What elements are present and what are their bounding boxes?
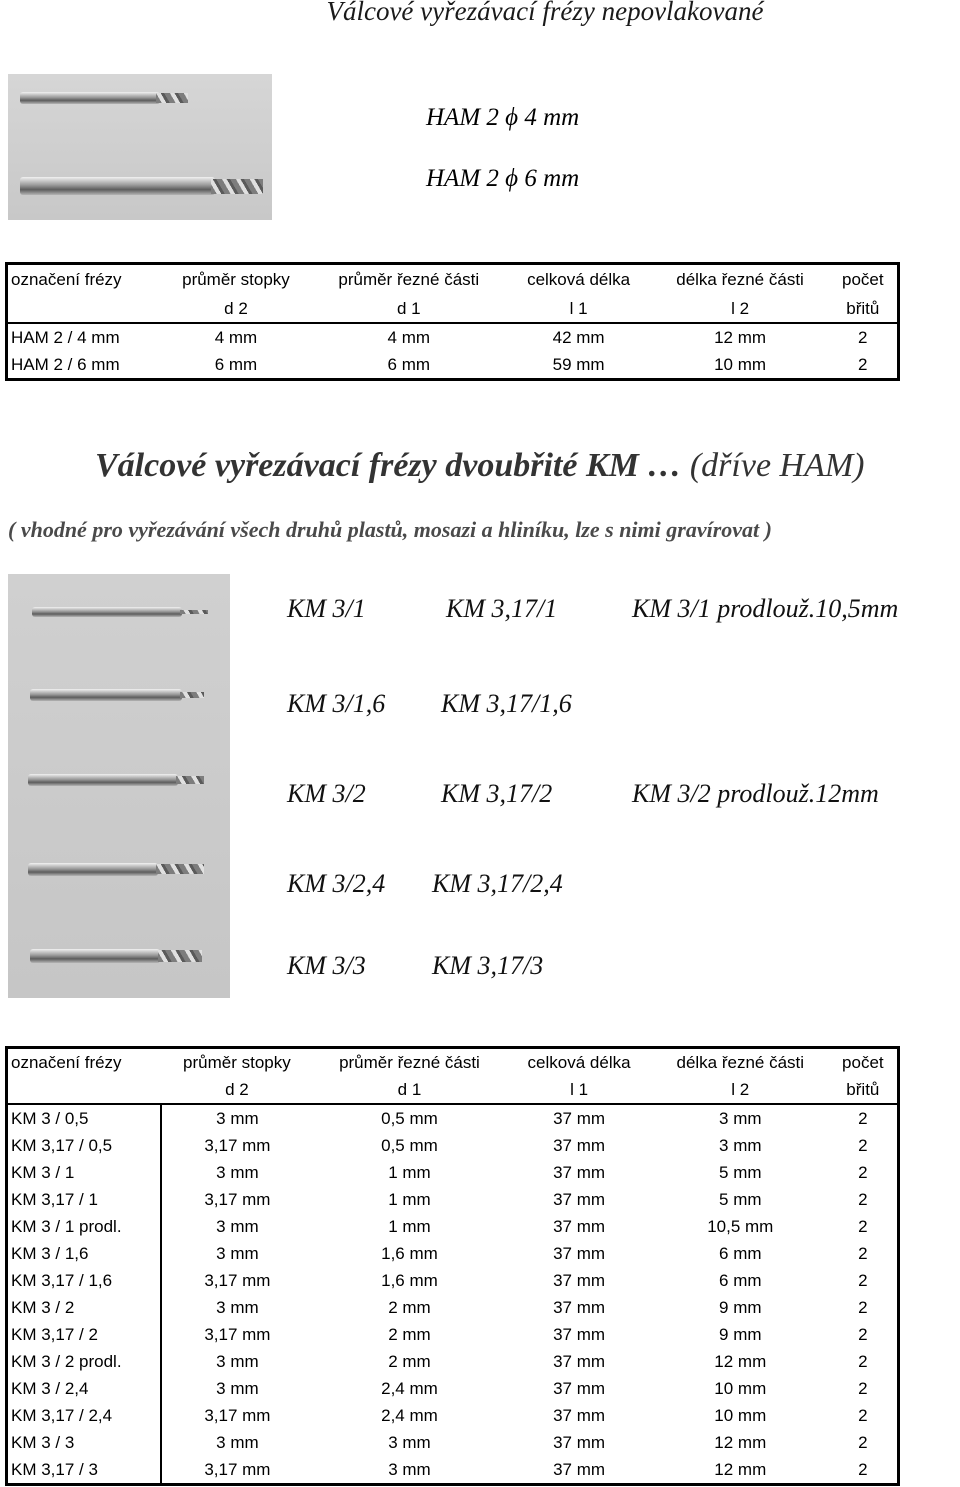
table-cell: KM 3,17 / 2,4	[7, 1402, 162, 1429]
header-cell: l 1	[569, 299, 588, 318]
table-cell: 3 mm	[216, 1352, 259, 1371]
table-cell: 37 mm	[553, 1325, 606, 1344]
table-cell: 0,5 mm	[313, 1104, 507, 1132]
header-cell	[7, 295, 161, 323]
table-cell: 3,17 mm	[204, 1406, 271, 1425]
table-cell: KM 3 / 2	[7, 1294, 162, 1321]
table-cell: 3 mm	[216, 1163, 259, 1182]
ham-cutters-photo	[8, 74, 272, 220]
km-cutter-1-flute	[180, 610, 208, 614]
km-table-body	[7, 1104, 899, 1485]
table-cell: 37 mm	[553, 1271, 606, 1290]
table-cell: 37 mm	[553, 1460, 606, 1479]
table-cell: 1 mm	[388, 1190, 431, 1209]
header-cell: délka řezné části	[676, 270, 804, 289]
section-title-bold: Válcové vyřezávací frézy dvoubřité KM …	[95, 447, 682, 484]
table-cell: 1 mm	[388, 1163, 431, 1182]
table-cell: 3 mm	[216, 1433, 259, 1452]
table-row	[7, 1186, 899, 1213]
table-cell: 37 mm	[553, 1163, 606, 1182]
ham-4mm-cutter-shank	[20, 92, 160, 104]
table-cell: 4 mm	[160, 323, 312, 351]
table-cell: 37 mm	[506, 1104, 652, 1132]
header-cell: celková délka	[527, 1053, 631, 1072]
table-cell: 5 mm	[719, 1163, 762, 1182]
table-cell: HAM 2 / 4 mm	[7, 323, 161, 351]
ham-4mm-cutter-flute	[156, 93, 188, 103]
km-cutters-photo	[8, 574, 230, 998]
header-cell: l 2	[731, 1080, 750, 1099]
table-row	[7, 1375, 899, 1402]
table-row	[7, 1240, 899, 1267]
header-cell: průměr řezné části	[338, 270, 480, 289]
table-cell: 3 mm	[388, 1433, 431, 1452]
table-row	[7, 1132, 899, 1159]
header-cell: d 1	[397, 1080, 422, 1099]
header-cell: označení frézy	[11, 270, 122, 289]
km-cutter-5-flute	[158, 950, 202, 962]
km-cutter-4-flute	[156, 864, 204, 874]
page-title: Válcové vyřezávací frézy nepovlakované	[326, 0, 764, 26]
table-cell: 37 mm	[553, 1217, 606, 1236]
km-label: KM 3/1 prodlouž.10,5mm	[632, 594, 899, 623]
table-row	[7, 1294, 899, 1321]
table-cell: 2	[858, 1298, 868, 1317]
section-title-km	[95, 447, 865, 485]
km-label: KM 3,17/2,4	[432, 869, 563, 898]
km-label: KM 3/1,6	[287, 689, 386, 718]
table-cell: KM 3 / 3	[7, 1429, 162, 1456]
table-cell: 3 mm	[216, 1379, 259, 1398]
table-cell: 2	[858, 1460, 868, 1479]
table-cell: 12 mm	[714, 1433, 767, 1452]
table-row	[7, 323, 899, 351]
table-cell: 59 mm	[552, 355, 605, 374]
table-cell: 3 mm	[388, 1460, 431, 1479]
table-cell: KM 3,17 / 1,6	[7, 1267, 162, 1294]
table-cell: 12 mm	[652, 323, 829, 351]
header-cell: l 2	[731, 299, 750, 318]
table-cell: 1 mm	[388, 1217, 431, 1236]
table-row	[7, 1429, 899, 1456]
header-cell: počet	[841, 270, 884, 289]
table-cell: 2	[829, 1104, 899, 1132]
table-cell: 37 mm	[553, 1406, 606, 1425]
table-cell: 2	[858, 1379, 868, 1398]
table-cell: 37 mm	[553, 1379, 606, 1398]
table-cell: 3 mm	[216, 1244, 259, 1263]
km-label: KM 3,17/1	[446, 594, 558, 623]
table-cell: 2	[858, 1433, 868, 1452]
table-row	[7, 1321, 899, 1348]
ham-spec-table	[5, 262, 900, 381]
table-cell: KM 3,17 / 3	[7, 1456, 162, 1485]
table-cell: 4 mm	[312, 323, 506, 351]
table-cell: 6 mm	[387, 355, 431, 374]
table-cell: 37 mm	[553, 1352, 606, 1371]
table-header-row	[7, 1076, 899, 1104]
header-cell: označení frézy	[11, 1053, 122, 1072]
table-header-row	[7, 1048, 899, 1077]
table-cell: 2,4 mm	[381, 1406, 438, 1425]
table-cell: 3,17 mm	[204, 1460, 271, 1479]
header-cell: délka řezné části	[676, 1053, 805, 1072]
km-label: KM 3/2	[287, 779, 366, 808]
table-cell: 6 mm	[719, 1244, 762, 1263]
table-row	[7, 1402, 899, 1429]
ham-table-body	[7, 323, 899, 380]
table-cell: 5 mm	[719, 1190, 762, 1209]
km-spec-table	[5, 1046, 900, 1486]
table-cell: 37 mm	[553, 1433, 606, 1452]
table-cell: 12 mm	[714, 1460, 767, 1479]
km-label: KM 3,17/1,6	[441, 689, 572, 718]
table-cell: 10 mm	[714, 1406, 767, 1425]
km-label: KM 3,17/3	[432, 951, 544, 980]
table-cell: 3 mm	[216, 1217, 259, 1236]
header-cell: břitů	[846, 299, 880, 318]
header-cell: l 1	[570, 1080, 589, 1099]
table-cell: KM 3,17 / 1	[7, 1186, 162, 1213]
km-cutter-5-shank	[30, 949, 160, 963]
table-cell: 3,17 mm	[204, 1325, 271, 1344]
table-cell: 1,6 mm	[381, 1244, 438, 1263]
table-cell: KM 3,17 / 0,5	[7, 1132, 162, 1159]
table-cell: 2 mm	[388, 1298, 431, 1317]
header-cell	[7, 1076, 162, 1104]
header-cell: průměr řezné části	[339, 1053, 480, 1072]
ham-6mm-cutter-flute	[211, 179, 263, 194]
table-cell: 2	[858, 355, 868, 374]
table-cell: 10 mm	[714, 1379, 767, 1398]
table-cell: KM 3 / 1,6	[7, 1240, 162, 1267]
table-cell: KM 3 / 1 prodl.	[7, 1213, 162, 1240]
header-cell: průměr stopky	[183, 1053, 291, 1072]
table-row	[7, 1267, 899, 1294]
km-label: KM 3/2 prodlouž.12mm	[632, 779, 879, 808]
table-cell: 2	[858, 1352, 868, 1371]
table-cell: 42 mm	[506, 323, 652, 351]
header-cell: průměr stopky	[182, 270, 290, 289]
km-label: KM 3,17/2	[441, 779, 553, 808]
table-row	[7, 1348, 899, 1375]
table-cell: KM 3 / 2 prodl.	[7, 1348, 162, 1375]
table-cell: HAM 2 / 6 mm	[11, 355, 120, 374]
table-cell: 37 mm	[553, 1190, 606, 1209]
section-subtitle: ( vhodné pro vyřezávání všech druhů plastů, mosazi a hliníku, lze s nimi gravírovat )	[8, 517, 772, 542]
section-title-plain: (dříve HAM)	[681, 447, 865, 484]
table-row	[7, 1213, 899, 1240]
table-cell: 2	[858, 1325, 868, 1344]
table-cell: 2 mm	[388, 1352, 431, 1371]
table-header-row	[7, 295, 899, 323]
ham-6mm-cutter-shank	[20, 177, 215, 195]
km-cutter-2-flute	[180, 692, 204, 698]
table-cell: 3,17 mm	[204, 1190, 271, 1209]
table-cell: 1,6 mm	[381, 1271, 438, 1290]
table-cell: 12 mm	[714, 1352, 767, 1371]
table-row	[7, 351, 899, 380]
table-cell: 0,5 mm	[381, 1136, 438, 1155]
km-cutter-3-flute	[176, 776, 204, 784]
km-label: KM 3/1	[287, 594, 366, 623]
km-cutter-4-shank	[28, 863, 158, 876]
km-cutter-3-shank	[28, 774, 178, 786]
table-cell: 10,5 mm	[707, 1217, 774, 1236]
table-row	[7, 1159, 899, 1186]
table-cell: KM 3 / 0,5	[7, 1104, 162, 1132]
header-cell: d 2	[225, 1080, 249, 1099]
table-cell: 3 mm	[719, 1136, 762, 1155]
header-cell: břitů	[846, 1080, 880, 1099]
table-cell: 2	[858, 1163, 868, 1182]
table-cell: 3,17 mm	[204, 1271, 271, 1290]
table-cell: 3 mm	[652, 1104, 829, 1132]
table-cell: 3,17 mm	[204, 1136, 271, 1155]
km-label: KM 3/2,4	[287, 869, 386, 898]
table-cell: 2	[858, 1217, 868, 1236]
km-cutter-2-shank	[30, 689, 182, 701]
table-cell: 6 mm	[719, 1271, 762, 1290]
header-cell: d 1	[396, 299, 421, 318]
table-cell: 37 mm	[553, 1244, 606, 1263]
km-cutter-1-shank	[32, 607, 182, 617]
table-cell: 6 mm	[214, 355, 258, 374]
table-cell: 3 mm	[216, 1298, 259, 1317]
table-cell: 2	[858, 1244, 868, 1263]
header-cell: počet	[842, 1053, 884, 1072]
table-cell: 2	[858, 1136, 868, 1155]
table-header-row	[7, 264, 899, 296]
table-cell: 37 mm	[553, 1298, 606, 1317]
table-cell: 37 mm	[553, 1136, 606, 1155]
table-cell: KM 3 / 2,4	[7, 1375, 162, 1402]
table-cell: 2	[858, 1271, 868, 1290]
table-cell: 9 mm	[719, 1298, 762, 1317]
table-cell: 2,4 mm	[381, 1379, 438, 1398]
table-cell: 3 mm	[161, 1104, 313, 1132]
table-row	[7, 1104, 899, 1132]
table-cell: 9 mm	[719, 1325, 762, 1344]
header-cell: celková délka	[527, 270, 631, 289]
ham-4mm-label: HAM 2 ϕ 4 mm	[426, 104, 580, 131]
km-label: KM 3/3	[287, 951, 366, 980]
header-cell: d 2	[224, 299, 248, 318]
table-row	[7, 1456, 899, 1485]
table-cell: KM 3,17 / 2	[7, 1321, 162, 1348]
table-cell: 10 mm	[714, 355, 767, 374]
ham-6mm-label: HAM 2 ϕ 6 mm	[426, 165, 580, 192]
table-cell: 2	[858, 1190, 868, 1209]
table-cell: 2	[858, 1406, 868, 1425]
table-cell: 2	[829, 323, 899, 351]
table-cell: KM 3 / 1	[7, 1159, 162, 1186]
table-cell: 2 mm	[388, 1325, 431, 1344]
